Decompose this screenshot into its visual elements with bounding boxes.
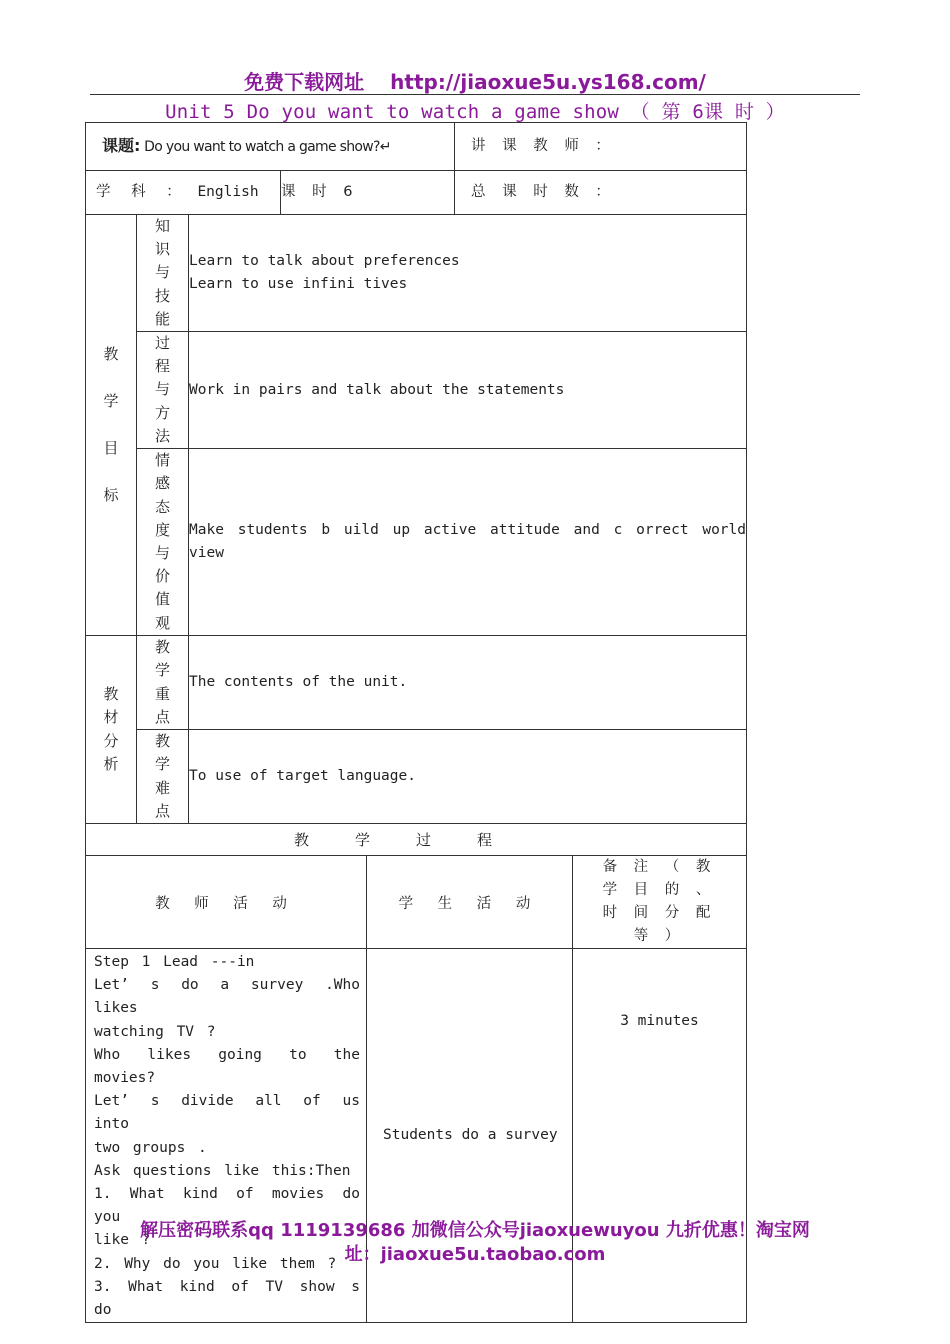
emotion-values-text: Make students b uild up active attitude and c orrect world view bbox=[189, 449, 747, 636]
course-cell bbox=[86, 123, 455, 171]
subject-cell bbox=[86, 171, 281, 215]
teacher-activity-header: 教 师 活 动 bbox=[86, 856, 367, 949]
total-periods-label: 总 课 时 数 ： bbox=[455, 171, 747, 215]
site-name: 免费下载网址 bbox=[244, 70, 365, 94]
key-points-label: 教 学 重 点 bbox=[137, 636, 189, 730]
step1-teacher-activity: Step 1 Lead ---in Let’ s do a survey .Who likes watching TV ? Who likes going to the movies? Let’ s divide all of us into two groups . Ask questions like this:Then 1. What kind of movies do you like ? 2. Why do you like them ? 3. What kind of TV show s do bbox=[86, 949, 367, 1323]
teacher-label: 讲 课 教 师 ： bbox=[455, 123, 747, 171]
emotion-values-label: 情 感 态 度 与 价 值 观 bbox=[137, 449, 189, 636]
material-analysis-label: 教 材 分 析 bbox=[86, 636, 137, 824]
footer-line-1: 解压密码联系qq 1119139686 加微信公众号jiaoxuewuyou 九折优惠！淘宝网 bbox=[140, 1220, 810, 1241]
document-title: Unit 5 Do you want to watch a game show （ 第 6课 时 ） bbox=[165, 101, 785, 123]
footer-line-2[interactable]: 址：jiaoxue5u.taobao.com bbox=[344, 1244, 606, 1265]
header-rule bbox=[90, 94, 860, 95]
site-url[interactable]: http://jiaoxue5u.ys168.com/ bbox=[390, 70, 706, 94]
goals-label: 教 学 目 标 bbox=[86, 215, 137, 636]
process-method-text: Work in pairs and talk about the statements bbox=[189, 332, 747, 449]
lesson-plan-table bbox=[85, 122, 747, 1323]
course-label: 课题: bbox=[102, 136, 141, 155]
footer-contact bbox=[60, 1219, 890, 1267]
subject-value: English bbox=[197, 184, 259, 200]
student-activity-header: 学 生 活 动 bbox=[367, 856, 573, 949]
header-download-link[interactable] bbox=[0, 66, 950, 95]
difficult-points-text: To use of target language. bbox=[189, 730, 747, 824]
key-points-text: The contents of the unit. bbox=[189, 636, 747, 730]
subject-label: 学 科 ： bbox=[96, 184, 189, 200]
course-value: Do you want to watch a game show?↵ bbox=[144, 139, 391, 155]
process-method-label: 过 程 与 方 法 bbox=[137, 332, 189, 449]
knowledge-skills-text: Learn to talk about preferences Learn to use infini tives bbox=[189, 215, 747, 332]
step1-student-activity: Students do a survey bbox=[367, 949, 573, 1323]
difficult-points-label: 教 学 难 点 bbox=[137, 730, 189, 824]
period-label: 课 时 6 bbox=[281, 171, 455, 215]
notes-header: 备 注 （ 教 学 目 的 、 时 间 分 配 等 ） bbox=[573, 856, 747, 949]
teaching-process-header: 教学过程 bbox=[86, 824, 747, 856]
knowledge-skills-label: 知 识 与 技 能 bbox=[137, 215, 189, 332]
step1-time: 3 minutes bbox=[573, 949, 747, 1323]
